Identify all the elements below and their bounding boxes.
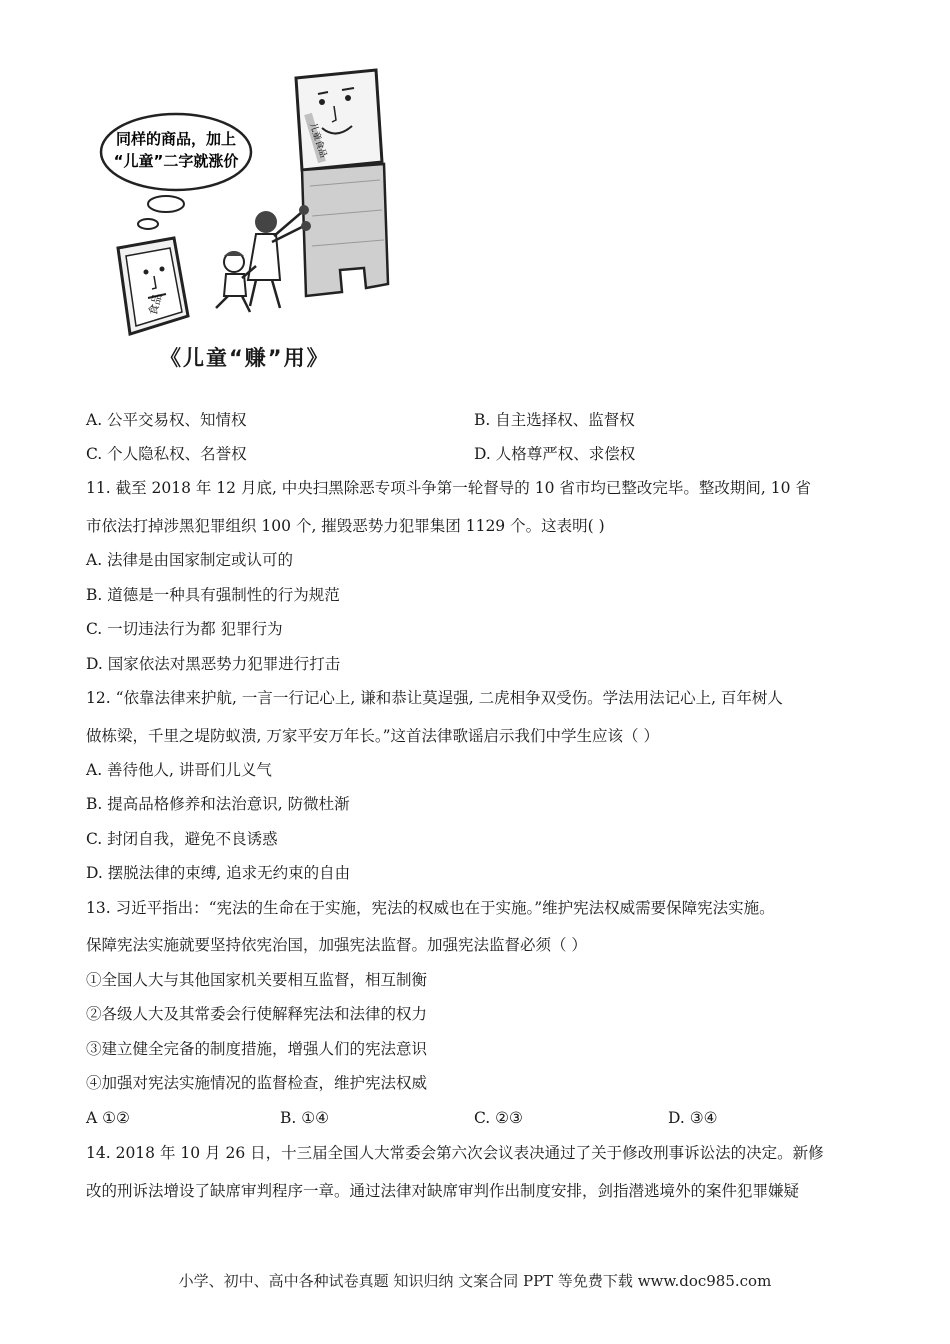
q12-option-a: A. 善待他人, 讲哥们儿义气 xyxy=(86,761,272,779)
q14-stem-line2: 改的刑诉法增设了缺席审判程序一章。通过法律对缺席审判作出制度安排，剑指潜逃境外的案件犯罪嫌疑 xyxy=(86,1182,800,1200)
q12-stem-line2: 做栋梁，千里之堤防蚁溃, 万家平安万年长。”这首法律歌谣启示我们中学生应该（ ） xyxy=(86,727,659,745)
q13-option-b: B. ①④ xyxy=(280,1109,330,1127)
q11-option-d: D. 国家依法对黑恶势力犯罪进行打击 xyxy=(86,655,341,673)
q12-option-c: C. 封闭自我，避免不良诱惑 xyxy=(86,830,278,848)
q11-stem-line2: 市依法打掉涉黑犯罪组织 100 个, 摧毁恶势力犯罪集团 1129 个。这表明( ) xyxy=(86,517,605,535)
q13-statement-4: ④加强对宪法实施情况的监督检查，维护宪法权威 xyxy=(86,1074,428,1092)
q13-statement-2: ②各级人大及其常委会行使解释宪法和法律的权力 xyxy=(86,1005,428,1023)
bubble-text-line1: 同样的商品，加上 xyxy=(115,130,237,148)
q12-stem-line1: 12. “依靠法律来护航, 一言一行记心上, 谦和恭让莫逞强, 二虎相争双受伤。学法用法记心上, 百年树人 xyxy=(86,689,783,707)
q13-option-c: C. ②③ xyxy=(474,1109,523,1127)
mother-figure xyxy=(248,205,311,308)
page-footer: 小学、初中、高中各种试卷真题 知识归纳 文案合同 PPT 等免费下载 www.doc985.com xyxy=(178,1272,772,1290)
q13-stem-line1: 13. 习近平指出：“宪法的生命在于实施，宪法的权威也在于实施。”维护宪法权威需要保障宪法实施。 xyxy=(86,899,775,917)
cartoon-illustration xyxy=(96,66,396,386)
q10-option-b: B. 自主选择权、监督权 xyxy=(474,411,635,429)
q11-stem-line1: 11. 截至 2018 年 12 月底, 中央扫黑除恶专项斗争第一轮督导的 10 省市均已整改完毕。整改期间, 10 省 xyxy=(86,479,811,497)
figure-caption: 《儿童“赚”用》 xyxy=(160,346,330,370)
label-food-left: 食品 xyxy=(146,292,165,317)
q11-option-b: B. 道德是一种具有强制性的行为规范 xyxy=(86,586,340,604)
food-package-left xyxy=(118,238,188,334)
q10-option-a: A. 公平交易权、知情权 xyxy=(86,411,247,429)
q12-option-d: D. 摆脱法律的束缚, 追求无约束的自由 xyxy=(86,864,351,882)
q13-statement-1: ①全国人大与其他国家机关要相互监督，相互制衡 xyxy=(86,971,428,989)
food-package-right xyxy=(296,70,388,296)
q13-statement-3: ③建立健全完备的制度措施，增强人们的宪法意识 xyxy=(86,1040,428,1058)
q10-option-d: D. 人格尊严权、求偿权 xyxy=(474,445,636,463)
q10-option-c: C. 个人隐私权、名誉权 xyxy=(86,445,247,463)
q13-option-a: A ①② xyxy=(86,1109,130,1127)
bubble-text-line2: “儿童”二字就涨价 xyxy=(113,152,239,170)
q12-option-b: B. 提高品格修养和法治意识, 防微杜渐 xyxy=(86,795,350,813)
q11-option-a: A. 法律是由国家制定或认可的 xyxy=(86,551,294,569)
q14-stem-line1: 14. 2018 年 10 月 26 日，十三届全国人大常委会第六次会议表决通过了关于修改刑事诉讼法的决定。新修 xyxy=(86,1144,824,1162)
label-children-food: 儿童食品 xyxy=(307,121,328,160)
q13-stem-line2: 保障宪法实施就要坚持依宪治国，加强宪法监督。加强宪法监督必须（ ） xyxy=(86,936,587,954)
q13-option-d: D. ③④ xyxy=(668,1109,718,1127)
q11-option-c: C. 一切违法行为都 犯罪行为 xyxy=(86,620,283,638)
